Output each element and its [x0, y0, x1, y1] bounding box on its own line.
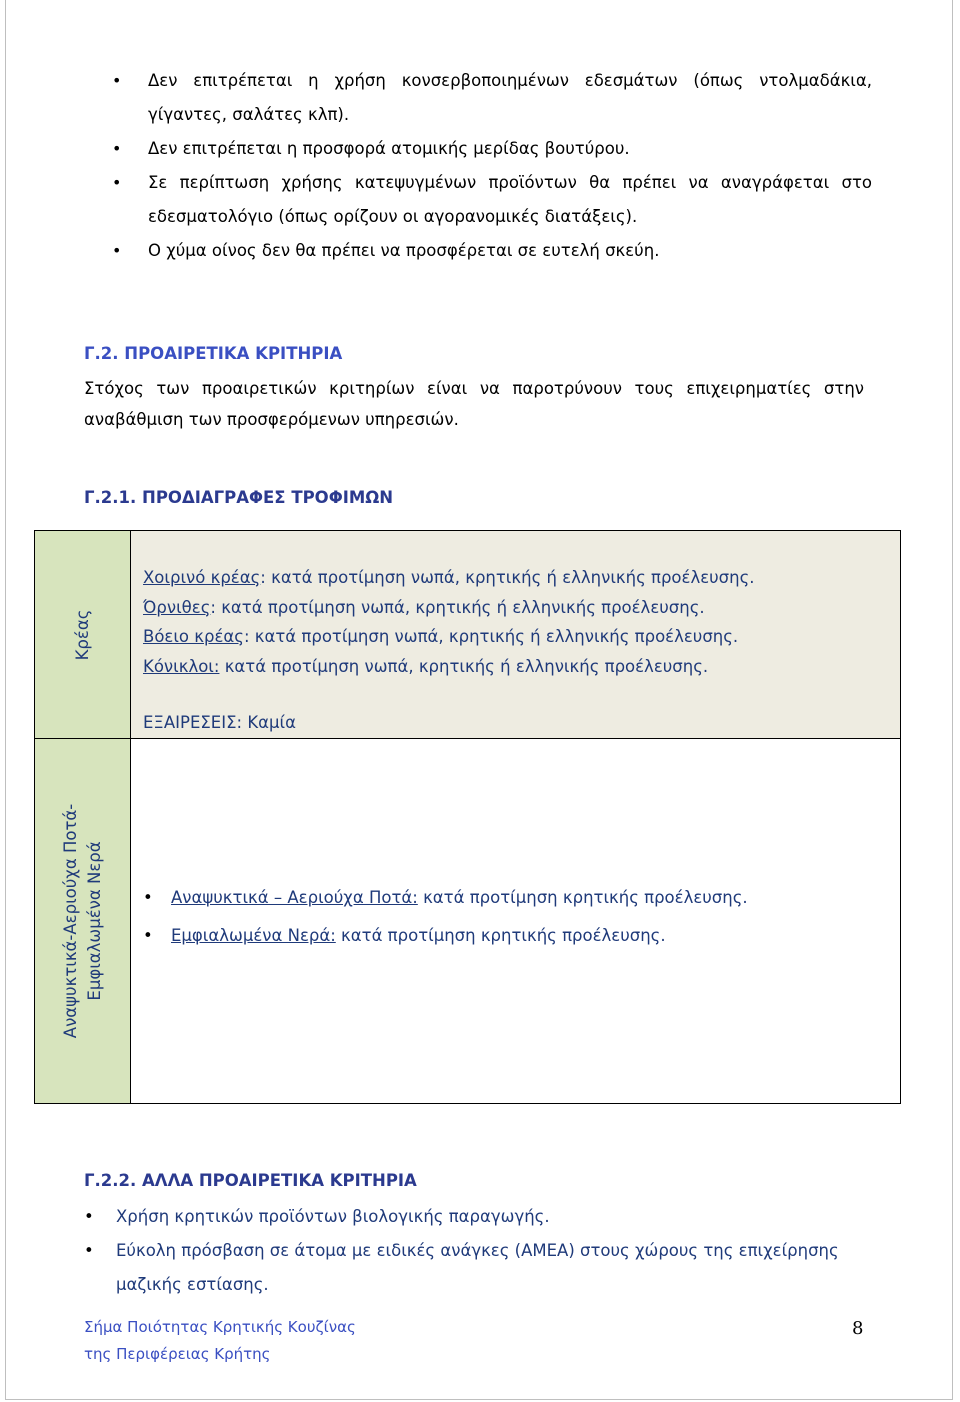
- top-bullet-list: [112, 64, 872, 268]
- section-heading-g22: Γ.2.2. ΑΛΛΑ ΠΡΟΑΙΡΕΤΙΚΑ ΚΡΙΤΗΡΙΑ: [84, 1171, 417, 1190]
- drinks-category-label: Αναψυκτικά-Αεριούχα Ποτά- Εμφιαλωμένα Νερά: [60, 803, 104, 1039]
- list-item: Χοιρινό κρέας: κατά προτίμηση νωπά, κρητικής ή ελληνικής προέλευσης.: [143, 568, 755, 587]
- list-item: • Σε περίπτωση χρήσης κατεψυγμένων προϊόντων θα πρέπει να αναγράφεται στο εδεσματολόγιο (όπως ορίζουν οι αγορανομικές διατάξεις).: [112, 166, 872, 234]
- bullet-icon: •: [112, 139, 122, 158]
- bullet-icon: •: [84, 1207, 94, 1226]
- list-item: Όρνιθες: κατά προτίμηση νωπά, κρητικής ή ελληνικής προέλευσης.: [143, 597, 705, 617]
- bullet-icon: •: [84, 1241, 94, 1260]
- section-heading-g21: Γ.2.1. ΠΡΟΔΙΑΓΡΑΦΕΣ ΤΡΟΦΙΜΩΝ: [84, 488, 394, 507]
- drinks-category-cell: [35, 739, 131, 1103]
- list-item: • Χρήση κρητικών προϊόντων βιολογικής παραγωγής.: [84, 1200, 874, 1234]
- bullet-icon: •: [143, 888, 153, 907]
- bullet-icon: •: [143, 926, 153, 945]
- drinks-item-list: [143, 879, 748, 955]
- bullet-icon: •: [112, 71, 122, 90]
- bullet-icon: •: [112, 173, 122, 192]
- meat-content-cell: [131, 531, 900, 739]
- bullet-icon: •: [112, 241, 122, 260]
- page-number: 8: [852, 1318, 864, 1339]
- drinks-content-cell: [131, 739, 900, 1103]
- list-item: • Εύκολη πρόσβαση σε άτομα με ειδικές ανάγκες (ΑΜΕΑ) στους χώρους της επιχείρησης μαζικής εστίασης.: [84, 1234, 874, 1302]
- footer-title: Σήμα Ποιότητας Κρητικής Κουζίνας της Περιφέρειας Κρήτης: [84, 1318, 356, 1363]
- section-g2-text: Στόχος των προαιρετικών κριτηρίων είναι να παροτρύνουν τους επιχειρηματίες στην αναβάθμιση των προσφερόμενων υπηρεσιών.: [84, 379, 864, 429]
- meat-category-cell: [35, 531, 131, 739]
- food-spec-table: [34, 530, 901, 1104]
- list-item: • Δεν επιτρέπεται η χρήση κονσερβοποιημένων εδεσμάτων (όπως ντολμαδάκια, γίγαντες, σαλάτες κλπ).: [112, 64, 872, 132]
- meat-category-label: Κρέας: [72, 609, 92, 660]
- list-item: • Δεν επιτρέπεται η προσφορά ατομικής μερίδας βουτύρου.: [112, 132, 872, 166]
- list-item: Κόνικλοι: κατά προτίμηση νωπά, κρητικής ή ελληνικής προέλευσης.: [143, 656, 709, 676]
- list-item: • Εμφιαλωμένα Νερά: κατά προτίμηση κρητικής προέλευσης.: [143, 917, 748, 955]
- list-item: • Ο χύμα οίνος δεν θα πρέπει να προσφέρεται σε ευτελή σκεύη.: [112, 234, 872, 268]
- list-item: Βόειο κρέας: κατά προτίμηση νωπά, κρητικής ή ελληνικής προέλευσης.: [143, 627, 739, 646]
- list-item: • Αναψυκτικά – Αεριούχα Ποτά: κατά προτίμηση κρητικής προέλευσης.: [143, 879, 748, 917]
- meat-item-list: [143, 563, 755, 681]
- other-criteria-list: [84, 1200, 874, 1302]
- section-heading-g2: Γ.2. ΠΡΟΑΙΡΕΤΙΚΑ ΚΡΙΤΗΡΙΑ: [84, 344, 343, 363]
- meat-exceptions: ΕΞΑΙΡΕΣΕΙΣ: Καμία: [143, 713, 296, 732]
